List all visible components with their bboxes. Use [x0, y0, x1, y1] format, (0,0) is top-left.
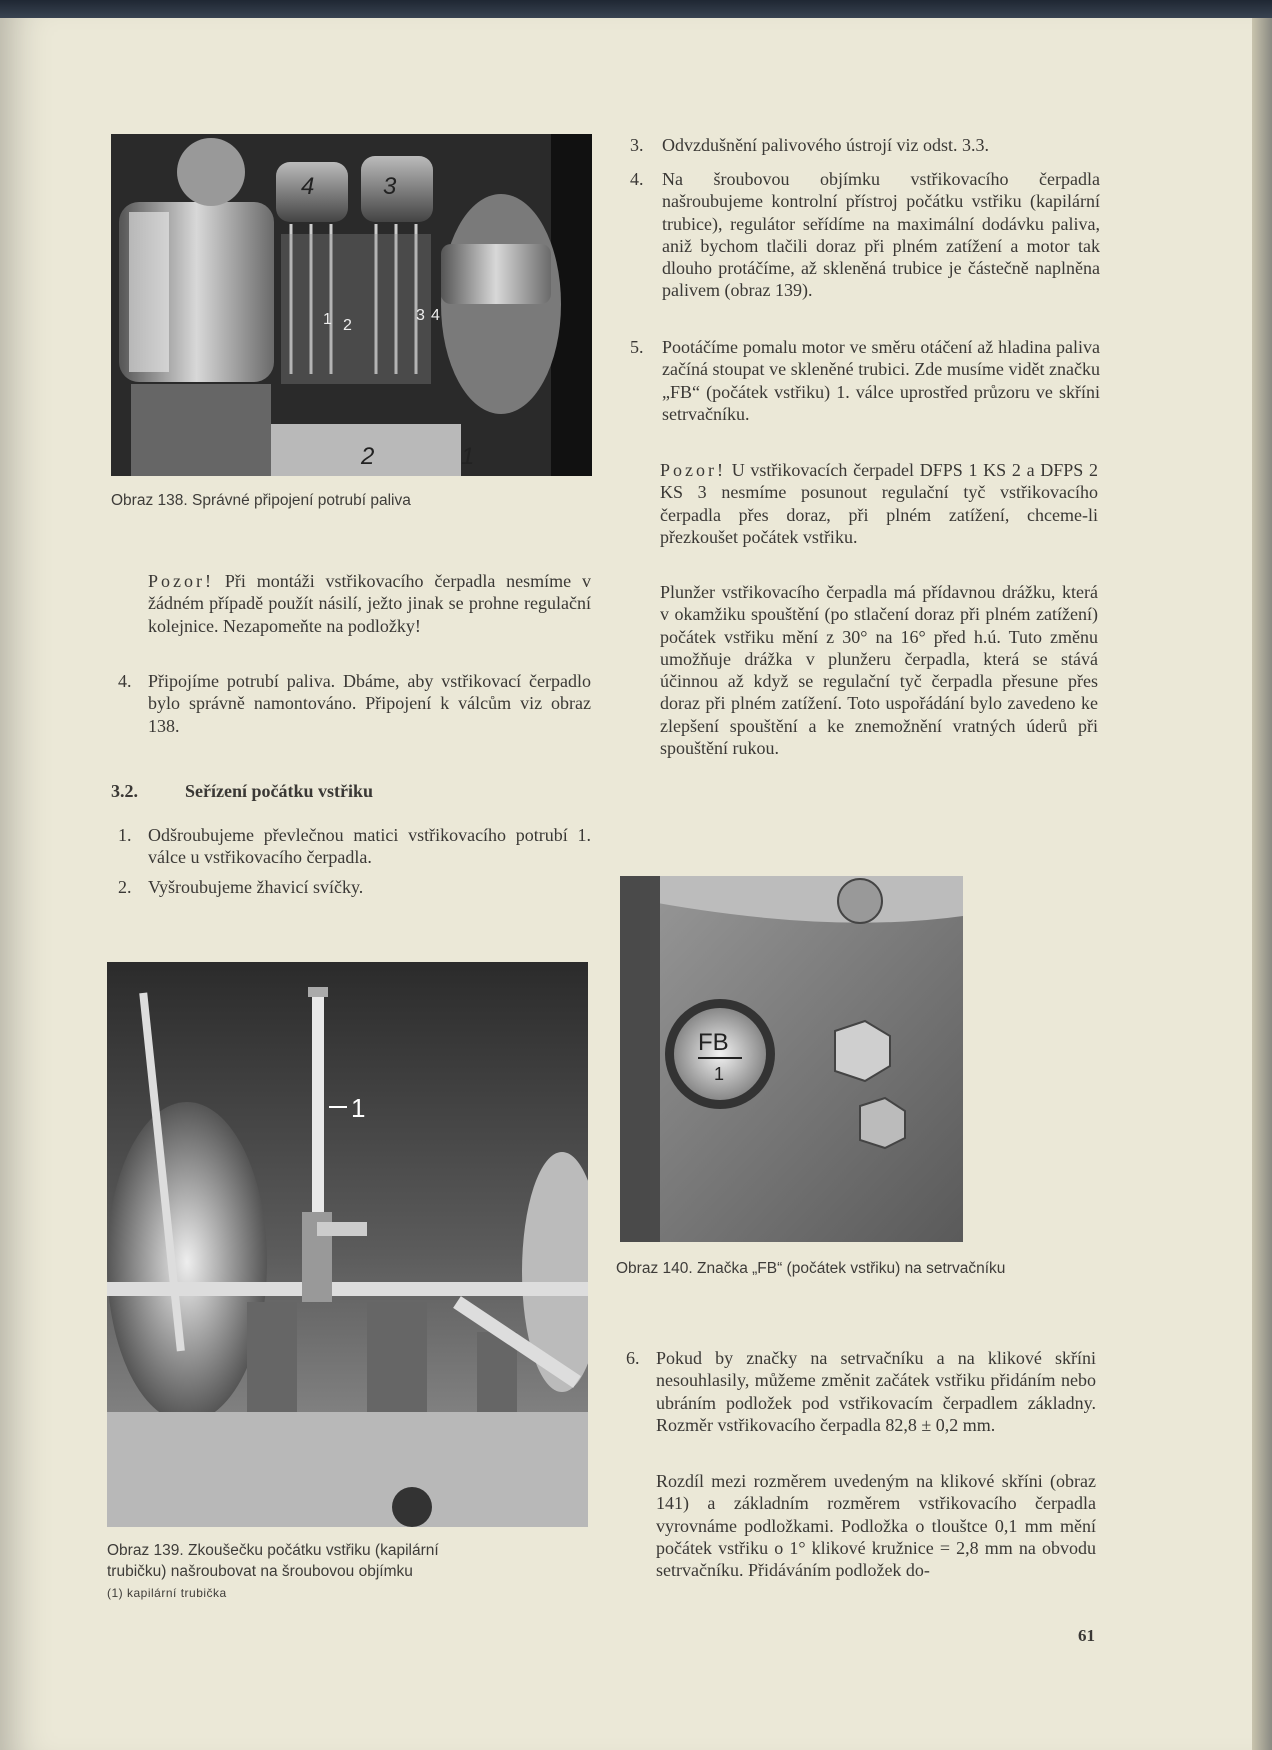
step-number: 4. [630, 169, 644, 189]
figure-140-photo [620, 876, 963, 1242]
final-paragraph: Rozdíl mezi rozměrem uvedeným na klikové skříni (obraz 141) a základním rozměrem vstřikovacího čerpadla vyrovnáme podložkami. Podložka o tlouštce 0,1 mm mění počátek vstřiku o 1° klikové kružnice = 2,8 mm na obvodu setrvačníku. Přidáváním podložek do- [656, 1471, 1096, 1581]
warning-text: Při montáži vstřikovacího čerpadla nesmíme v žádném případě použít násilí, ježto jinak se prohne regulační kolejnice. Nezapomeňte na podložky! [148, 571, 592, 636]
warning-paragraph-right [660, 459, 1098, 548]
dark-background-top [0, 0, 1272, 20]
figure-139-photo [107, 962, 588, 1527]
figure-139-legend: (1) kapilární trubička [107, 1586, 227, 1600]
step-number: 3. [630, 135, 644, 155]
flywheel-mark-photo-illustration [620, 876, 963, 1242]
fb-mark-text: FB [698, 1029, 729, 1056]
figure-139-caption-line2: trubičku) našroubovat na šroubovou objímku [107, 1563, 413, 1580]
page-number: 61 [1078, 1626, 1095, 1645]
warning-label: Pozor! [660, 460, 726, 480]
figure-140-caption: Obraz 140. Značka „FB“ (počátek vstřiku) na setrvačníku [616, 1260, 1006, 1277]
step-text: Pokud by značky na setrvačníku a na klikové skříni nesouhlasily, můžeme změnit začátek vstřiku přidáním nebo ubráním podložek pod vstřikovacím čerpadlem základny. Rozměr vstřikovacího čerpadla 82,8 ± 0,2 mm. [656, 1348, 1096, 1435]
step-text: Odvzdušnění palivového ústrojí viz odst. 3.3. [662, 135, 989, 155]
step-text: Vyšroubujeme žhavicí svíčky. [148, 877, 364, 897]
capillary-tube-photo-illustration [107, 962, 588, 1527]
step-text: Pootáčíme pomalu motor ve směru otáčení až hladina paliva začíná stoupat ve skleněné trubici. Zde musíme vidět značku „FB“ (počátek vstřiku) 1. válce uprostřed průzoru ve skříni setrvačníku. [662, 337, 1100, 424]
fb-mark-number: 1 [714, 1064, 725, 1084]
page-edge [1252, 18, 1272, 1750]
warning-text: U vstřikovacích čerpadel DFPS 1 KS 2 a DFPS 2 KS 3 nesmíme posunout regulační tyč vstřikovacího čerpadla přes doraz, při plném zatížení, chceme-li přezkoušet počátek vstřiku. [660, 460, 1098, 547]
figure-138-caption: Obraz 138. Správné připojení potrubí paliva [111, 492, 411, 509]
warning-label: Pozor! [148, 571, 214, 591]
cylinder-label-3: 3 [383, 173, 397, 200]
step-number: 1. [118, 825, 132, 845]
cylinder-label-1: 1 [461, 443, 475, 470]
figure-139-caption-line1: Obraz 139. Zkoušečku počátku vstřiku (kapilární [107, 1542, 439, 1559]
pipe-label-4: 4 [431, 307, 440, 324]
warning-paragraph-left [148, 570, 591, 637]
pipe-label-1: 1 [323, 311, 332, 328]
pipe-label-3: 3 [416, 307, 425, 324]
step-text: Připojíme potrubí paliva. Dbáme, aby vstřikovací čerpadlo bylo správně namontováno. Připojení k válcům viz obraz 138. [148, 671, 591, 736]
section-number: 3.2. [111, 781, 138, 801]
figure-138-photo [111, 134, 592, 476]
section-title: Seřízení počátku vstřiku [185, 781, 374, 801]
step-text: Odšroubujeme převlečnou matici vstřikovacího potrubí 1. válce u vstřikovacího čerpadla. [148, 825, 591, 868]
pipe-label-2: 2 [343, 317, 352, 334]
step-text: Na šroubovou objímku vstřikovacího čerpadla našroubujeme kontrolní přístroj počátku vstřiku (kapilární trubice), regulátor seřídíme na maximální dodávku paliva, aniž bychom tlačili doraz při plném zatížení a motor tak dlouho protáčíme, až skleněná trubice je částečně naplněna palivem (obraz 139). [662, 169, 1100, 301]
plunger-paragraph: Plunžer vstřikovacího čerpadla má přídavnou drážku, která v okamžiku spouštění (po stlačení doraz při plném zatížení) počátek vstřiku mění z 30° na 16° před h.ú. Tuto změnu umožňuje drážka v plunžeru čerpadla, která se stává účinnou až když se regulační tyč čerpadla přesune přes doraz při plném zatížení. Toto uspořádání bylo zavedeno ke zlepšení spouštění a ke znemožnění vratných úderů při spouštění rukou. [660, 582, 1098, 759]
step-number: 2. [118, 877, 132, 897]
engine-photo-illustration [111, 134, 592, 476]
step-number: 5. [630, 337, 644, 357]
cylinder-label-4: 4 [301, 173, 315, 200]
step-number: 4. [118, 671, 132, 691]
cylinder-label-2: 2 [361, 443, 375, 470]
tube-label-1: 1 [351, 1093, 366, 1123]
step-number: 6. [626, 1348, 640, 1368]
